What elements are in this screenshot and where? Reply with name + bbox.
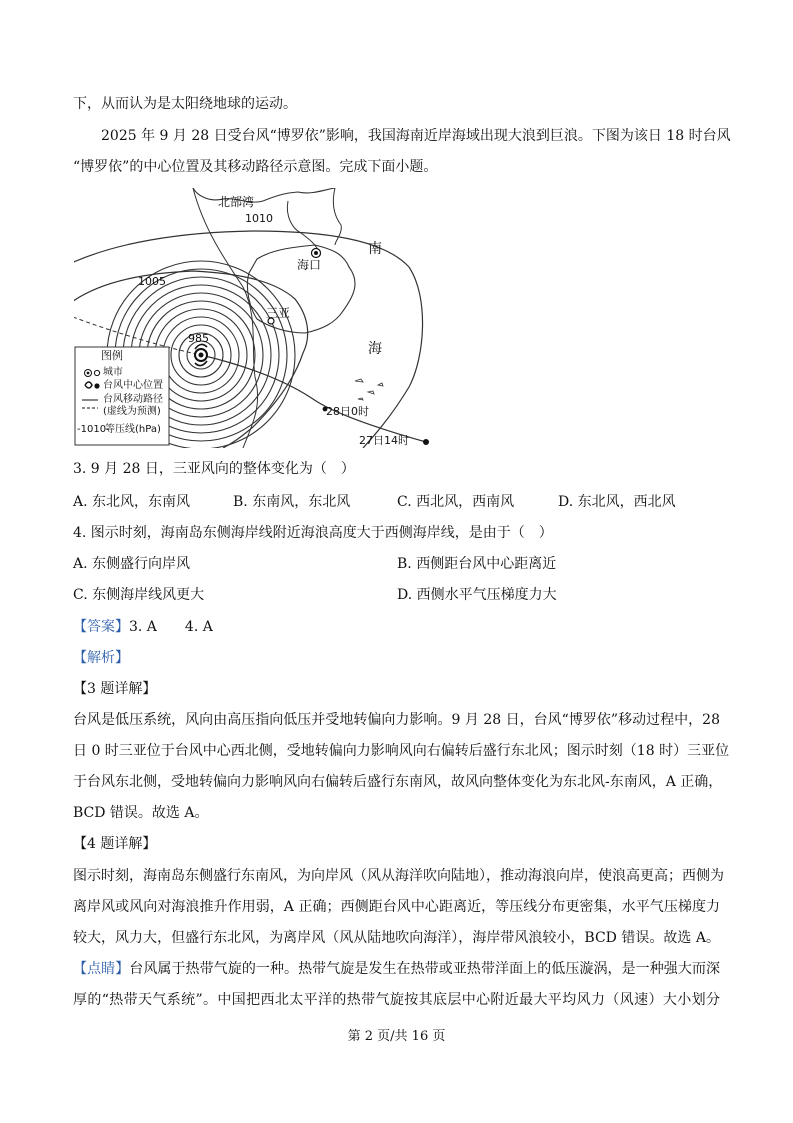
- detail-3-line: 于台风东北侧，受地转偏向力影响风向右偏转后盛行东南风，故风向整体变化为东北风-东南风，A 正确，: [73, 774, 723, 790]
- answer-value: 3. A 4. A: [129, 619, 213, 635]
- tips-line: [73, 959, 720, 979]
- detail-3-line: 台风是低压系统，风向由高压指向低压并受地转偏向力影响。9 月 28 日，台风“博罗依”移动过程中，28: [73, 712, 720, 728]
- q3-option-b: B. 东南风，东北风: [233, 494, 351, 510]
- detail-4-line: 图示时刻，海南岛东侧盛行东南风，为向岸风（风从海洋吹向陆地），推动海浪向岸，使浪高更高；西侧为: [73, 868, 724, 884]
- legend-center: 台风中心位置: [103, 380, 163, 391]
- tips-text: 台风属于热带气旋的一种。热带气旋是发生在热带或亚热带洋面上的低压漩涡，是一种强大而深: [129, 961, 721, 977]
- legend-city: 城市: [103, 367, 123, 378]
- gulf-label: 北部湾: [218, 195, 255, 209]
- sea-label-hai: 海: [368, 341, 382, 357]
- legend-title: 图例: [101, 349, 123, 362]
- detail-4-line: 较大，风力大，但盛行东北风，为离岸风（风从陆地吹向海洋），海岸带风浪较小，BCD 错误。故选 A。: [73, 930, 720, 946]
- q4-option-c: C. 东侧海岸线风更大: [73, 587, 205, 603]
- mainland-coast: [193, 188, 335, 202]
- haikou-label: 海口: [297, 258, 322, 272]
- analysis-label: 【解析】: [73, 650, 129, 666]
- detail-4-line: 离岸风或风向对海浪推升作用弱，A 正确；西侧距台风中心距离近，等压线分布更密集，水平气压梯度力: [73, 899, 720, 915]
- page-footer: 第 2 页/共 16 页: [347, 1029, 446, 1044]
- intro-tail-text: 下，从而认为是太阳绕地球的运动。: [73, 96, 297, 112]
- typhoon-map: [73, 187, 431, 449]
- track-actual: [201, 355, 426, 442]
- sea-label-nan: 南: [368, 241, 382, 257]
- answer-label: 【答案】: [73, 619, 129, 635]
- detail-3-title: 【3 题详解】: [73, 681, 157, 697]
- tips-line: 厚的“热带天气系统”。中国把西北太平洋的热带气旋按其底层中心附近最大平均风力（风速）大小划分: [73, 992, 720, 1008]
- q4-option-a: A. 东侧盛行向岸风: [73, 556, 191, 572]
- isobar-985-label: 985: [188, 332, 209, 345]
- isobar-1010-label: 1010: [245, 212, 273, 225]
- legend-isobar: 等压线(hPa): [105, 424, 161, 435]
- question-stem-line: 2025 年 9 月 28 日受台风“博罗依”影响，我国海南近岸海域出现大浪到巨浪。下图为该日 18 时台风: [101, 128, 731, 144]
- legend-path: 台风移动路径: [103, 394, 163, 405]
- detail-3-line: BCD 错误。故选 A。: [73, 805, 209, 821]
- q3-option-a: A. 东北风，东南风: [73, 494, 191, 510]
- q3-option-d: D. 东北风，西北风: [558, 494, 676, 510]
- detail-3-line: 日 0 时三亚位于台风中心西北侧，受地转偏向力影响风向右偏转后盛行东北风；图示时刻（18 时）三亚位: [73, 743, 730, 759]
- tips-label: 【点睛】: [73, 961, 130, 977]
- track-time-28d0h: 28日0时: [326, 405, 369, 418]
- track-point-27d14h: [423, 439, 429, 445]
- track-time-27d14h: 27日14时: [359, 434, 409, 447]
- question-3-stem: 3. 9 月 28 日，三亚风向的整体变化为（ ）: [73, 461, 355, 477]
- question-4-stem: 4. 图示时刻，海南岛东侧海岸线附近海浪高度大于西侧海岸线，是由于（ ）: [73, 525, 553, 541]
- question-stem-line: “博罗依”的中心位置及其移动路径示意图。完成下面小题。: [73, 159, 438, 175]
- sanya-label: 三亚: [266, 306, 291, 320]
- answer-row: [73, 617, 213, 637]
- legend-path-note: (虚线为预测): [103, 406, 161, 417]
- legend-isobar-num: -1010-: [77, 424, 110, 435]
- detail-4-title: 【4 题详解】: [73, 836, 157, 852]
- q4-option-d: D. 西侧水平气压梯度力大: [397, 587, 557, 603]
- isobar-1005-label: 1005: [138, 275, 166, 288]
- q3-option-c: C. 西北风，西南风: [397, 494, 515, 510]
- q4-option-b: B. 西侧距台风中心距离近: [397, 556, 557, 572]
